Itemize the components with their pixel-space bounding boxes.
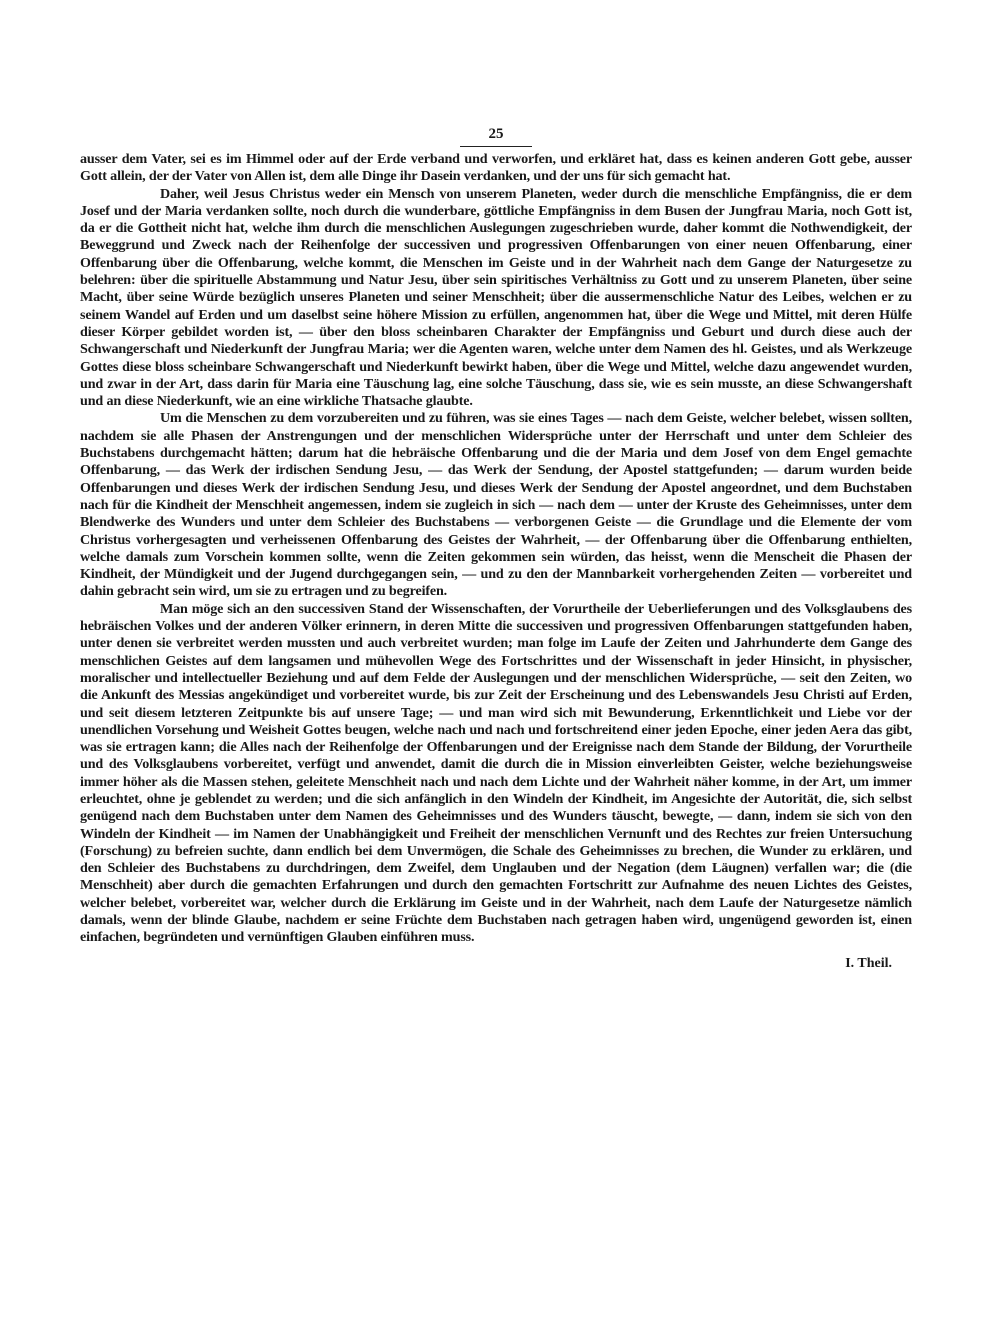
paragraph-4: Man möge sich an den successiven Stand der Wissenschaften, der Vorurtheile der Ueberlieferungen und des Volksglaubens des hebräischen Volkes und der anderen Völker erinnern, in deren Mitte die successiven und progressiven Offenbarungen stattgefunden haben, unter denen sie verbreitet werden mussten und auch verbreitet wurden; man folge im Laufe der Zeiten und Jahrhunderte dem Gange des menschlichen Geistes auf dem langsamen und mühevollen Wege des Fortschrittes und der Wissenschaft in jeder Hinsicht, in physischer, moralischer und intellectueller Beziehung und auf dem Felde der Auslegungen und der menschlichen Widersprüche, — seit den Zeiten, wo die Ankunft des Messias angekündiget und vorbereitet wurde, bis zur Zeit der Erscheinung und des Lebenswandels Jesu Christi auf Erden, und seit diesem letzteren Zeitpunkte bis auf unsere Tage; — und man wird sich mit Bewunderung, Erkenntlichkeit und Liebe vor der unendlichen Vorsehung und Weisheit Gottes beugen, welche nach und nach und fortschreitend einer jeden Epoche, einer jeden Aera das gibt, was sie ertragen kann; die Alles nach der Reihenfolge der Offenbarungen und der Ereignisse nach dem Stande der Bildung, der Vorurtheile und des Volksglaubens vorbereitet, verfügt und anwendet, damit die durch die in Mission einverleibten Geister, welche beziehungsweise immer höher als die Massen stehen, geleitete Menschheit nach und nach dem Lichte und der Wahrheit näher komme, in der Art, um immer erleuchtet, ohne je geblendet zu werden; und die sich anfänglich in den Windeln der Kindheit, im Angesichte der Autorität, die, sich selbst genügend nach dem Buchstaben unter dem Namen des Geheimnisses und des Wunders täuscht, bewegte, — dann, indem sie sich von den Windeln der Kindheit — im Namen der Unabhängigkeit und Freiheit der menschlichen Vernunft und des Rechtes zur freien Untersuchung (Forschung) zu befreien suchte, dann endlich bei dem Unvermögen, die Schale des Geheimnisses zu brechen, die Wunder zu erklären, und den Schleier des Buchstabens zu durchdringen, dem Zweifel, dem Unglauben und der Negation (dem Läugnen) verfallen war; die (die Menschheit) aber durch die gemachten Erfahrungen und durch den gemachten Fortschritt zur Aufnahme des neuen Lichtes des Geistes, welcher belebet, vorbereitet war, welcher durch die Erklärung im Geiste und in der Wahrheit, nach dem Laufe der Naturgesetze nämlich damals, wenn der blinde Glaube, nachdem er seine Früchte dem Buchstaben nach getragen haben wird, ungenügend geworden ist, einen einfachen, begründeten und vernünftigen Glauben einführen muss. — [80, 600, 912, 946]
signature-footer: I. Theil. — [845, 955, 892, 971]
paragraph-3: Um die Menschen zu dem vorzubereiten und zu führen, was sie eines Tages — nach dem Geiste, welcher belebet, wissen sollten, nachdem sie alle Phasen der Anstrengungen und der menschlichen Widersprüche unter der Herrschaft und unter dem Schleier des Buchstabens durchgemacht hätten; darum hat die hebräische Offenbarung und die der Maria und dem Josef von dem Engel gemachte Offenbarung, — das Werk der irdischen Sendung Jesu, — das Werk der Sendung, der Apostel stattgefunden; — darum wurden beide Offenbarungen und dieses Werk der irdischen Sendung Jesu, und dieses Werk der Sendung der Apostel angeordnet, und dem Buchstaben nach für die Kindheit der Menschheit angemessen, indem sie zugleich in sich — nach dem — unter der Kruste des Geheimnisses, unter dem Blendwerke des Wunders und unter dem Schleier des Buchstabens — verborgenen Geiste — die Grundlage und die Elemente der vom Christus vorhergesagten und verheissenen Offenbarung des Geistes der Wahrheit, — der Offenbarung über die Offenbarung enthielten, welche damals zum Vorschein kommen sollte, wenn die Zeiten gekommen sein würden, das heisst, wenn die Menscheit die Phasen der Kindheit, der Mündigkeit und der Jugend durchgegangen sein, — und zu den der Mannbarkeit vorhergehenden Zeiten — vorbereitet und dahin gebracht sein wird, um sie zu ertragen und zu begreifen. — [80, 410, 912, 600]
document-page — [80, 124, 912, 973]
paragraph-1: ausser dem Vater, sei es im Himmel oder auf der Erde verband und verworfen, und erkläret hat, dass es keinen anderen Gott gebe, ausser Gott allein, der der Vater von Allen ist, dem alle Dinge ihr Dasein verdanken, und der uns für sich gemacht hat. — [80, 151, 912, 185]
page-number: 25 — [488, 126, 504, 142]
paragraph-2: Daher, weil Jesus Christus weder ein Mensch von unserem Planeten, weder durch die menschliche Empfängniss, die er dem Josef und der Maria verdanken sollte, noch durch die wunderbare, göttliche Empfängniss in dem Busen der Jungfrau Maria, noch Gott ist, da er die Gottheit nicht hat, welche ihm durch die menschlichen Auslegungen zugeschrieben wurde, daher kommt die Nothwendigkeit, der Beweggrund und Zweck nach der Reihenfolge der successiven und progressiven Offenbarungen von einer neuen Offenbarung, einer Offenbarung über die Offenbarung, welche kommt, die Menschen im Geiste und in der Wahrheit nach dem Gange der Naturgesetze zu belehren: über die spirituelle Abstammung und Natur Jesu, über sein spiritisches Verhältniss zu Gott und zu unserem Planeten, über seine Macht, über seine Würde bezüglich unseres Planeten und seiner Menschheit; über die aussermenschliche Natur des Leibes, welchen er zu seinem Wandel auf Erden und um daselbst seine höhere Mission zu erfüllen, angenommen hat, über die Wege und Mittel, mit deren Hülfe dieser Körper gebildet worden ist, — über den bloss scheinbaren Charakter der Empfängniss und Geburt und durch diese auch der Schwangerschaft und Niederkunft der Jungfrau Maria; wer die Agenten waren, welche unter dem Namen des hl. Geistes, und als Werkzeuge Gottes diese bloss scheinbare Schwangerschaft und Niederkunft bewirkt haben, über die Wege und Mittel, welche dazu angewendet wurden, und zwar in der Art, dass darin für Maria eine Täuschung lag, eine solche Täuschung, dass sie, wie es sein musste, an diese Schwangershaft und an diese Niederkunft, wie an eine wirkliche Thatsache glaubte. — [80, 185, 912, 410]
header-rule — [460, 146, 532, 147]
